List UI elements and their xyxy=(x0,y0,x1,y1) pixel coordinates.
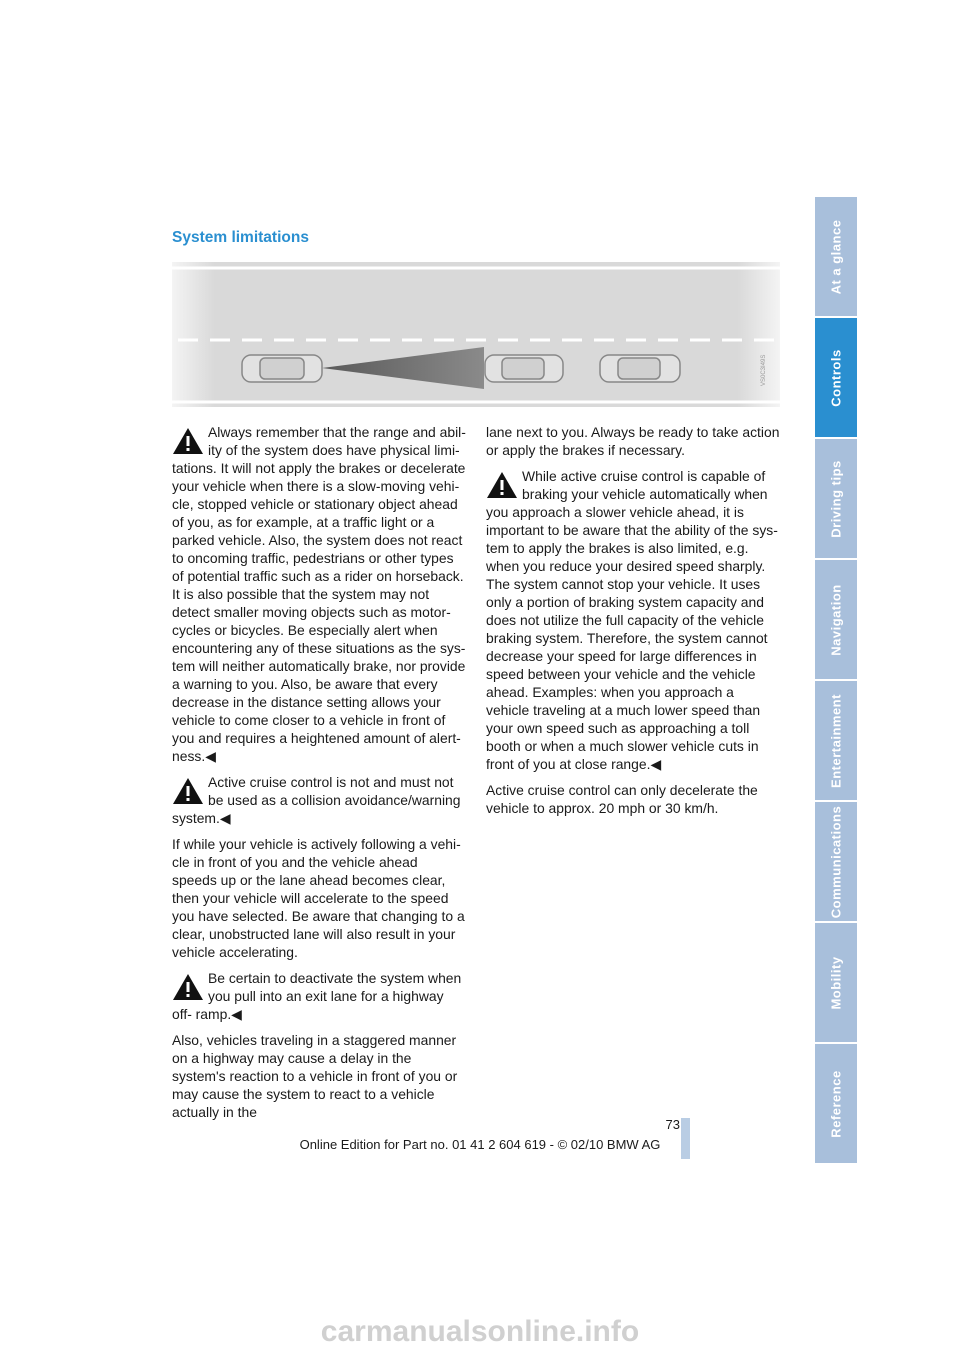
tab-label: Reference xyxy=(828,1069,844,1138)
warning-icon xyxy=(486,471,520,501)
tab-label: Driving tips xyxy=(828,459,844,538)
warning-paragraph: Be certain to deactivate the system when you pull into an exit lane for a highway off- ramp.◀ xyxy=(172,970,462,1022)
left-column xyxy=(172,423,466,1129)
vehicle-ahead xyxy=(485,355,563,382)
tab-label: Navigation xyxy=(828,583,844,656)
warning-icon xyxy=(172,777,206,807)
tab-at-a-glance[interactable] xyxy=(815,197,857,316)
warning-paragraph: Active cruise control is not and must not be used as a collision avoidance/warning system.◀ xyxy=(172,774,461,826)
body-paragraph: If while your vehicle is actively following a vehi- cle in front of you and the vehicle ahead speeds up or the lane ahead becomes clear, then your vehicle will accelerate to the speed you have selected. Be aware that changing to a clear, unobstructed lane will also result in your vehicle accelerating. xyxy=(172,836,465,960)
tab-navigation[interactable] xyxy=(815,560,857,679)
watermark: carmanualsonline.info xyxy=(320,1315,640,1348)
body-paragraph: Also, vehicles traveling in a staggered manner on a highway may cause a delay in the system's reaction to a vehicle in front of you or may cause the system to react to a vehicle actually in the xyxy=(172,1032,458,1120)
section-title: System limitations xyxy=(172,229,309,246)
tab-controls[interactable] xyxy=(815,318,857,437)
body-paragraph: Active cruise control can only decelerate the vehicle to approx. 20 mph or 30 km/h. xyxy=(486,782,758,816)
right-column xyxy=(486,423,780,825)
tab-mobility[interactable] xyxy=(815,923,857,1042)
footer-edition: Online Edition for Part no. 01 41 2 604 619 - © 02/10 BMW AG xyxy=(299,1137,661,1152)
figure-code: VS0C3I49S xyxy=(761,354,767,386)
warning-icon xyxy=(172,427,206,457)
own-vehicle xyxy=(242,355,322,382)
chapter-tabs xyxy=(815,197,857,1160)
tab-label: At a glance xyxy=(828,219,844,294)
tab-label: Communications xyxy=(828,805,844,918)
body-paragraph: lane next to you. Always be ready to take action or apply the brakes if necessary. xyxy=(486,424,780,458)
tab-entertainment[interactable] xyxy=(815,681,857,800)
page-number: 73 xyxy=(665,1117,680,1132)
tab-label: Entertainment xyxy=(828,693,844,788)
warning-icon xyxy=(172,973,206,1003)
tab-label: Mobility xyxy=(828,955,844,1010)
radar-range-illustration xyxy=(172,256,780,413)
tab-driving-tips[interactable] xyxy=(815,439,857,558)
tab-communications[interactable] xyxy=(815,802,857,921)
vehicle-ahead-far xyxy=(600,355,680,382)
warning-paragraph: While active cruise control is capable of braking your vehicle automatically when you approach a slower vehicle ahead, it is important to be aware that the ability of the sys- tem to apply the brakes is also limited, e.g. when you reduce your desired speed sharply. The system cannot stop your vehicle. It uses only a portion of braking system capacity and does not utilize the full capacity of the vehicle braking system. Therefore, the system cannot decrease your speed for large differences in speed between your vehicle and the vehicle ahead. Examples: when you approach a vehicle traveling at a much lower speed than your own speed such as approaching a toll booth or when a much slower vehicle cuts in front of you at close range.◀ xyxy=(486,468,778,772)
tab-label: Controls xyxy=(828,348,844,407)
warning-paragraph: Always remember that the range and abil- ity of the system does have physical limi- tations. It will not apply the brakes or decelerate your vehicle when there is a slow-moving vehi- cle, stopped vehicle or stationary object ahead of you, as for example, at a traffic light or a parked vehicle. Also, the system does not react to oncoming traffic, pedestrians or other types of potential traffic such as a rider on horseback. It is also possible that the system may not detect smaller moving objects such as motor- cycles or bicycles. Be especially alert when encountering any of these situations as the sys- tem will neither automatically brake, nor provide a warning to you. Also, be aware that every decrease in the distance setting allows your vehicle to come closer to a vehicle in front of you and requires a heightened amount of alert- ness.◀ xyxy=(172,424,466,764)
